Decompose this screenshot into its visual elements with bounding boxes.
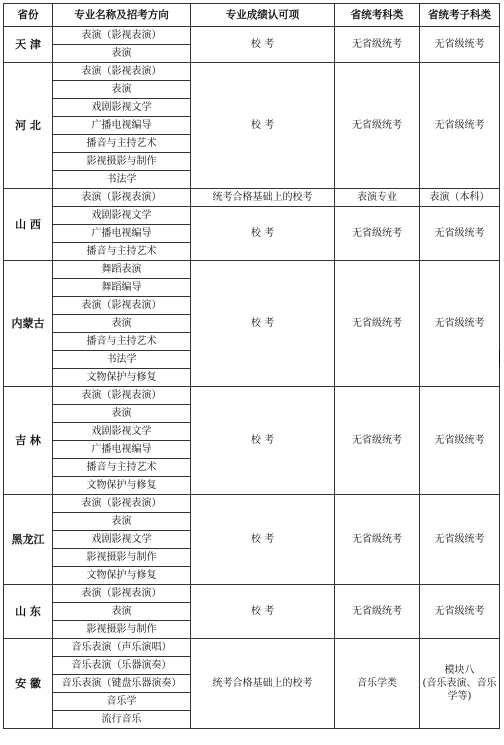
table-row [4,63,500,81]
recognition-cell: 校 考 [191,387,335,495]
table-row [4,189,500,207]
subcategory-cell: 无省级统考 [420,27,500,63]
major-name: 戏剧影视文学 [53,531,191,549]
subcategory-line: 学等) [447,691,472,702]
major-name: 影视摄影与制作 [53,549,191,567]
major-name: 广播电视编导 [53,441,191,459]
province-name: 黑龙江 [4,495,53,585]
category-cell: 无省级统考 [335,387,420,495]
header-category: 省统考科类 [335,4,420,27]
header-province: 省份 [4,4,53,27]
major-name: 舞蹈编导 [53,279,191,297]
major-name: 音乐表演（乐器演奏） [53,657,191,675]
major-name: 表演（影视表演） [53,297,191,315]
recognition-cell: 统考合格基础上的校考 [191,189,335,207]
table-row [4,207,500,225]
recognition-cell: 校 考 [191,261,335,387]
table-body [4,27,500,729]
major-name: 表演 [53,405,191,423]
major-name: 表演（影视表演） [53,387,191,405]
category-cell: 无省级统考 [335,585,420,639]
recognition-cell: 校 考 [191,207,335,261]
category-cell: 无省级统考 [335,261,420,387]
admission-table-container [3,3,500,729]
major-name: 书法学 [53,351,191,369]
province-name: 安 徽 [4,639,53,729]
subcategory-cell: 无省级统考 [420,261,500,387]
admission-table [3,3,500,729]
major-name: 流行音乐 [53,711,191,729]
major-name: 文物保护与修复 [53,369,191,387]
major-name: 音乐表演（声乐演唱） [53,639,191,657]
province-name: 山 东 [4,585,53,639]
category-cell: 无省级统考 [335,495,420,585]
major-name: 表演（影视表演） [53,63,191,81]
major-name: 表演 [53,45,191,63]
subcategory-cell: 无省级统考 [420,63,500,189]
major-name: 播音与主持艺术 [53,333,191,351]
category-cell: 无省级统考 [335,63,420,189]
subcategory-cell: 无省级统考 [420,207,500,261]
header-major: 专业名称及招考方向 [53,4,191,27]
province-name: 内蒙古 [4,261,53,387]
major-name: 播音与主持艺术 [53,243,191,261]
subcategory-cell [420,639,500,729]
major-name: 舞蹈表演 [53,261,191,279]
recognition-cell: 校 考 [191,27,335,63]
table-row [4,585,500,603]
major-name: 文物保护与修复 [53,567,191,585]
category-cell: 无省级统考 [335,207,420,261]
major-name: 播音与主持艺术 [53,459,191,477]
table-row [4,495,500,513]
major-name: 戏剧影视文学 [53,99,191,117]
major-name: 表演 [53,603,191,621]
subcategory-cell: 表演（本科） [420,189,500,207]
major-name: 表演（影视表演） [53,27,191,45]
major-name: 文物保护与修复 [53,477,191,495]
category-cell: 无省级统考 [335,27,420,63]
major-name: 戏剧影视文学 [53,207,191,225]
province-name: 河 北 [4,63,53,189]
major-name: 广播电视编导 [53,225,191,243]
recognition-cell: 校 考 [191,63,335,189]
table-row [4,639,500,657]
category-cell: 音乐学类 [335,639,420,729]
table-row [4,27,500,45]
major-name: 书法学 [53,171,191,189]
subcategory-cell: 无省级统考 [420,495,500,585]
major-name: 影视摄影与制作 [53,153,191,171]
major-name: 音乐表演（键盘乐器演奏） [53,675,191,693]
subcategory-cell: 无省级统考 [420,585,500,639]
header-recognition: 专业成绩认可项 [191,4,335,27]
subcategory-line: (音乐表演、音乐 [422,678,497,689]
major-name: 表演 [53,81,191,99]
recognition-cell: 校 考 [191,495,335,585]
major-name: 表演（影视表演） [53,189,191,207]
province-name: 吉 林 [4,387,53,495]
major-name: 表演 [53,513,191,531]
province-name: 山 西 [4,189,53,261]
major-name: 表演（影视表演） [53,585,191,603]
category-cell: 表演专业 [335,189,420,207]
major-name: 播音与主持艺术 [53,135,191,153]
recognition-cell: 统考合格基础上的校考 [191,639,335,729]
major-name: 表演（影视表演） [53,495,191,513]
subcategory-line: 模块八 [444,665,475,676]
header-subcategory: 省统考子科类 [420,4,500,27]
table-row [4,387,500,405]
major-name: 戏剧影视文学 [53,423,191,441]
text-cursor-mark [499,350,500,365]
province-name: 天 津 [4,27,53,63]
subcategory-cell: 无省级统考 [420,387,500,495]
table-row [4,261,500,279]
major-name: 广播电视编导 [53,117,191,135]
table-header-row [4,4,500,27]
major-name: 表演 [53,315,191,333]
major-name: 音乐学 [53,693,191,711]
major-name: 影视摄影与制作 [53,621,191,639]
recognition-cell: 校 考 [191,585,335,639]
